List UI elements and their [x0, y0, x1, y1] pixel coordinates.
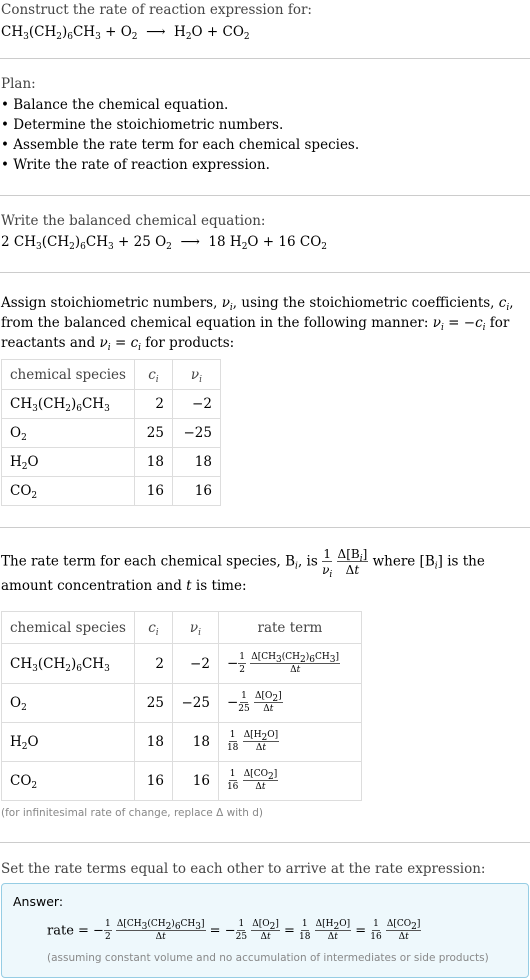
rate-term-cell: − $\frac{1}{2}$ $\frac{\Delta[CH_3(CH_2)_6CH_3]}{\Delta t}$ — [218, 644, 361, 684]
col-header-c: $c_i$ — [134, 360, 172, 390]
divider — [0, 195, 530, 196]
table-row — [2, 390, 221, 419]
nu-cell: 16 — [172, 477, 220, 506]
table-row — [2, 448, 221, 477]
nu-cell: 18 — [172, 723, 218, 762]
nu-cell: −25 — [172, 684, 218, 723]
table-row — [2, 644, 362, 684]
divider — [0, 842, 530, 843]
c-cell: 25 — [134, 419, 172, 448]
rate-expression: rate = − $\frac{1}{2}$ $\frac{\Delta[CH_3(CH_2)_6CH_3]}{\Delta t}$ = − $\frac{1}{25}$ $\frac{\Delta[O_2]}{\Delta t}$ = $\frac{1}{18}$ $\frac{\Delta[H_2O]}{\Delta t}$ = $\frac{1}{16}$ $\frac{\Delta[CO_2]}{\Delta t}$ — [47, 919, 421, 942]
plan-title: Plan: — [1, 76, 36, 92]
plan-item: • Assemble the rate term for each chemical species. — [1, 137, 360, 153]
rate-terms-table — [1, 611, 362, 801]
nu-cell: −25 — [172, 419, 220, 448]
answer-note: (assuming constant volume and no accumulation of intermediates or side products) — [47, 952, 489, 964]
species-cell: $H_2O$ — [2, 723, 135, 762]
infinitesimal-note: (for infinitesimal rate of change, replace Δ with d) — [1, 807, 263, 819]
nu-cell: 16 — [172, 762, 218, 801]
c-cell: 2 — [134, 644, 172, 684]
final-intro: Set the rate terms equal to each other to arrive at the rate expression: — [1, 861, 486, 877]
rate-term-cell: − $\frac{1}{25}$ $\frac{\Delta[O_2]}{\Delta t}$ — [218, 684, 361, 723]
species-cell: $O_2$ — [2, 419, 135, 448]
c-cell: 16 — [134, 477, 172, 506]
table-row — [2, 723, 362, 762]
generic-fraction: $\frac{1}{\nu_i}$ — [322, 547, 333, 580]
col-header-c: $c_i$ — [134, 612, 172, 644]
col-header-nu: $\nu_i$ — [172, 360, 220, 390]
species-cell: $CO_2$ — [2, 762, 135, 801]
table-header-row — [2, 612, 362, 644]
table-row — [2, 684, 362, 723]
balanced-equation: 2 $CH_3(CH_2)_6CH_3 + 25$ $O_2$ ⟶ 18 $H_2O + 16$ $CO_2$ — [1, 234, 328, 252]
rate-term-cell: $\frac{1}{18}$ $\frac{\Delta[H_2O]}{\Delta t}$ — [218, 723, 361, 762]
col-header-species: chemical species — [2, 360, 135, 390]
generic-fraction: $\frac{\Delta[B_i]}{\Delta t}$ — [337, 547, 368, 577]
table-row — [2, 477, 221, 506]
col-header-nu: $\nu_i$ — [172, 612, 218, 644]
reaction-equation: $CH_3(CH_2)_6CH_3 + O_2$ ⟶ $H_2O + CO_2$ — [1, 24, 250, 42]
c-cell: 2 — [134, 390, 172, 419]
stoich-intro: Assign stoichiometric numbers, $\nu_i$, using the stoichiometric coefficients, $c_i$, from the balanced chemical equation in the following manner: $\nu_i = -c_i$ for reactants and $\nu_i = c_i$ for products: — [1, 295, 514, 353]
col-header-species: chemical species — [2, 612, 135, 644]
answer-box — [1, 883, 529, 978]
species-cell: $CH_3(CH_2)_6CH_3$ — [2, 644, 135, 684]
table-header-row — [2, 360, 221, 390]
c-cell: 18 — [134, 723, 172, 762]
plan-item: • Balance the chemical equation. — [1, 97, 229, 113]
page-title: Construct the rate of reaction expression for: — [1, 2, 312, 18]
divider — [0, 272, 530, 273]
c-cell: 16 — [134, 762, 172, 801]
divider — [0, 527, 530, 528]
table-row — [2, 762, 362, 801]
plan-item: • Determine the stoichiometric numbers. — [1, 117, 284, 133]
balanced-title: Write the balanced chemical equation: — [1, 213, 266, 229]
rate-term-cell: $\frac{1}{16}$ $\frac{\Delta[CO_2]}{\Delta t}$ — [218, 762, 361, 801]
divider — [0, 58, 530, 59]
species-cell: $O_2$ — [2, 684, 135, 723]
rate-terms-intro: The rate term for each chemical species, $B_i$, is $\frac{1}{\nu_i}$ $\frac{\Delta[B_i]}{\Delta t}$ where $[B_i]$ is the amount concentration and t is time: — [1, 547, 485, 594]
species-cell: $CH_3(CH_2)_6CH_3$ — [2, 390, 135, 419]
c-cell: 18 — [134, 448, 172, 477]
answer-label: Answer: — [13, 894, 64, 909]
table-row — [2, 419, 221, 448]
species-cell: $H_2O$ — [2, 448, 135, 477]
species-cell: $CO_2$ — [2, 477, 135, 506]
stoich-table — [1, 359, 221, 506]
plan-item: • Write the rate of reaction expression. — [1, 157, 270, 173]
col-header-rate-term: rate term — [218, 612, 361, 644]
nu-cell: −2 — [172, 644, 218, 684]
nu-cell: −2 — [172, 390, 220, 419]
nu-cell: 18 — [172, 448, 220, 477]
c-cell: 25 — [134, 684, 172, 723]
